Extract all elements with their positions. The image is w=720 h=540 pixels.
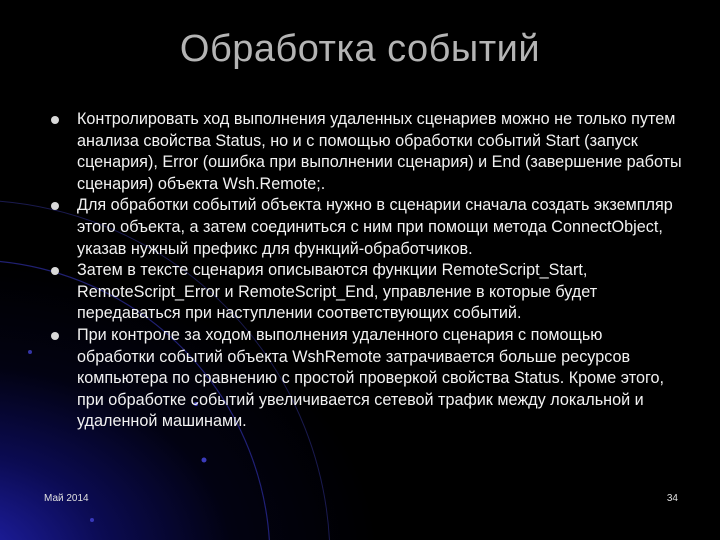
slide-number: 34: [666, 493, 678, 504]
list-item: [44, 325, 684, 433]
list-item: [44, 195, 684, 260]
list-item-text: Контролировать ход выполнения удаленных сценариев можно не только путем анализа свойства Status, но и с помощью обработки событий Start (запуск сценария), Error (ошибка при выполнении сценария) и End (завершение работы сценария) объекта Wsh.Remote;.: [77, 110, 682, 193]
bullet-icon: [51, 116, 59, 124]
decor-dot: [202, 458, 207, 463]
bullet-icon: [51, 332, 59, 340]
list-item-text: Затем в тексте сценария описываются функции RemoteScript_Start, RemoteScript_Error и RemoteScript_End, управление в которые будет передаваться при наступлении соответствующих событий.: [77, 261, 598, 323]
bullet-list: [44, 109, 684, 433]
list-item: [44, 109, 684, 195]
slide-title: Обработка событий: [179, 28, 541, 70]
list-item-text: Для обработки событий объекта нужно в сценарии сначала создать экземпляр этого объекта, а затем соединиться с ним при помощи метода ConnectObject, указав нужный префикс для функций-обработчиков.: [77, 196, 673, 258]
list-item-text: При контроле за ходом выполнения удаленного сценария с помощью обработки событий объекта WshRemote затрачивается больше ресурсов компьютера по сравнению с простой проверкой свойства Status. Кроме этого, при обработке событий увеличивается сетевой трафик между локальной и удаленной машинами.: [77, 325, 664, 431]
decor-dot: [28, 350, 32, 354]
bullet-icon: [51, 267, 59, 275]
list-item: [44, 260, 684, 325]
bullet-icon: [51, 202, 59, 210]
footer-date: Май 2014: [44, 493, 89, 504]
decor-dot: [90, 518, 94, 522]
